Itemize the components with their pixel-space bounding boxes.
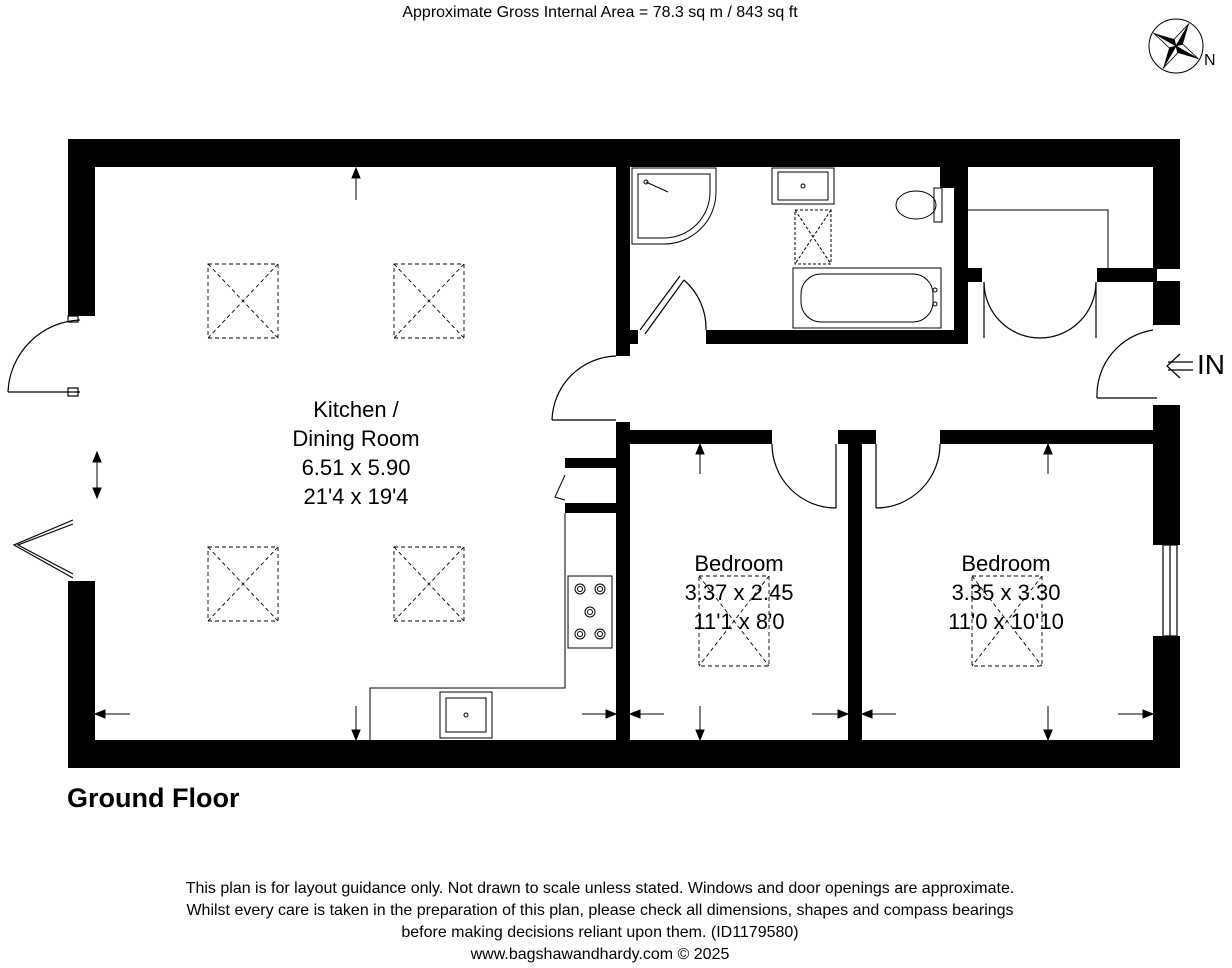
gross-internal-area: Approximate Gross Internal Area = 78.3 sq m / 843 sq ft <box>402 4 798 21</box>
bedroom-1-metric: 3.37 x 2.45 <box>684 580 794 605</box>
bedroom-2-label <box>906 549 1106 636</box>
bathroom-fixtures <box>632 168 942 328</box>
disclaimer-line-3: before making decisions reliant upon them. (ID1179580) <box>401 924 799 941</box>
kitchen-fixtures <box>370 475 612 740</box>
kitchen-imperial: 21'4 x 19'4 <box>303 484 409 509</box>
disclaimer-line-2: Whilst every care is taken in the preparation of this plan, please check all dimensions, shapes and compass bearings <box>186 902 1014 919</box>
bedroom-2-name: Bedroom <box>961 551 1051 576</box>
disclaimer <box>0 878 1200 966</box>
website-link[interactable]: www.bagshawandhardy.com © 2025 <box>470 946 730 963</box>
entrance-label: IN <box>1197 349 1225 380</box>
kitchen-name-line2: Dining Room <box>292 426 420 451</box>
compass-north-label: N <box>1204 52 1216 69</box>
kitchen-name-line1: Kitchen / <box>313 397 399 422</box>
bedroom-1-imperial: 11'1 x 8'0 <box>693 609 785 634</box>
disclaimer-line-1: This plan is for layout guidance only. Not drawn to scale unless stated. Windows and door openings are approximate. <box>185 880 1015 897</box>
bedroom-1-name: Bedroom <box>694 551 784 576</box>
entrance-arrow-icon <box>1167 354 1193 378</box>
bedroom-1-label <box>639 549 839 636</box>
bedroom-2-metric: 3.35 x 3.30 <box>951 580 1061 605</box>
compass-icon <box>1140 10 1211 81</box>
kitchen-metric: 6.51 x 5.90 <box>301 455 411 480</box>
interior-walls <box>565 160 1160 742</box>
cupboard <box>968 210 1108 268</box>
kitchen-label <box>256 395 456 511</box>
floor-label: Ground Floor <box>67 783 240 813</box>
bedroom-2-imperial: 11'0 x 10'10 <box>948 609 1064 634</box>
